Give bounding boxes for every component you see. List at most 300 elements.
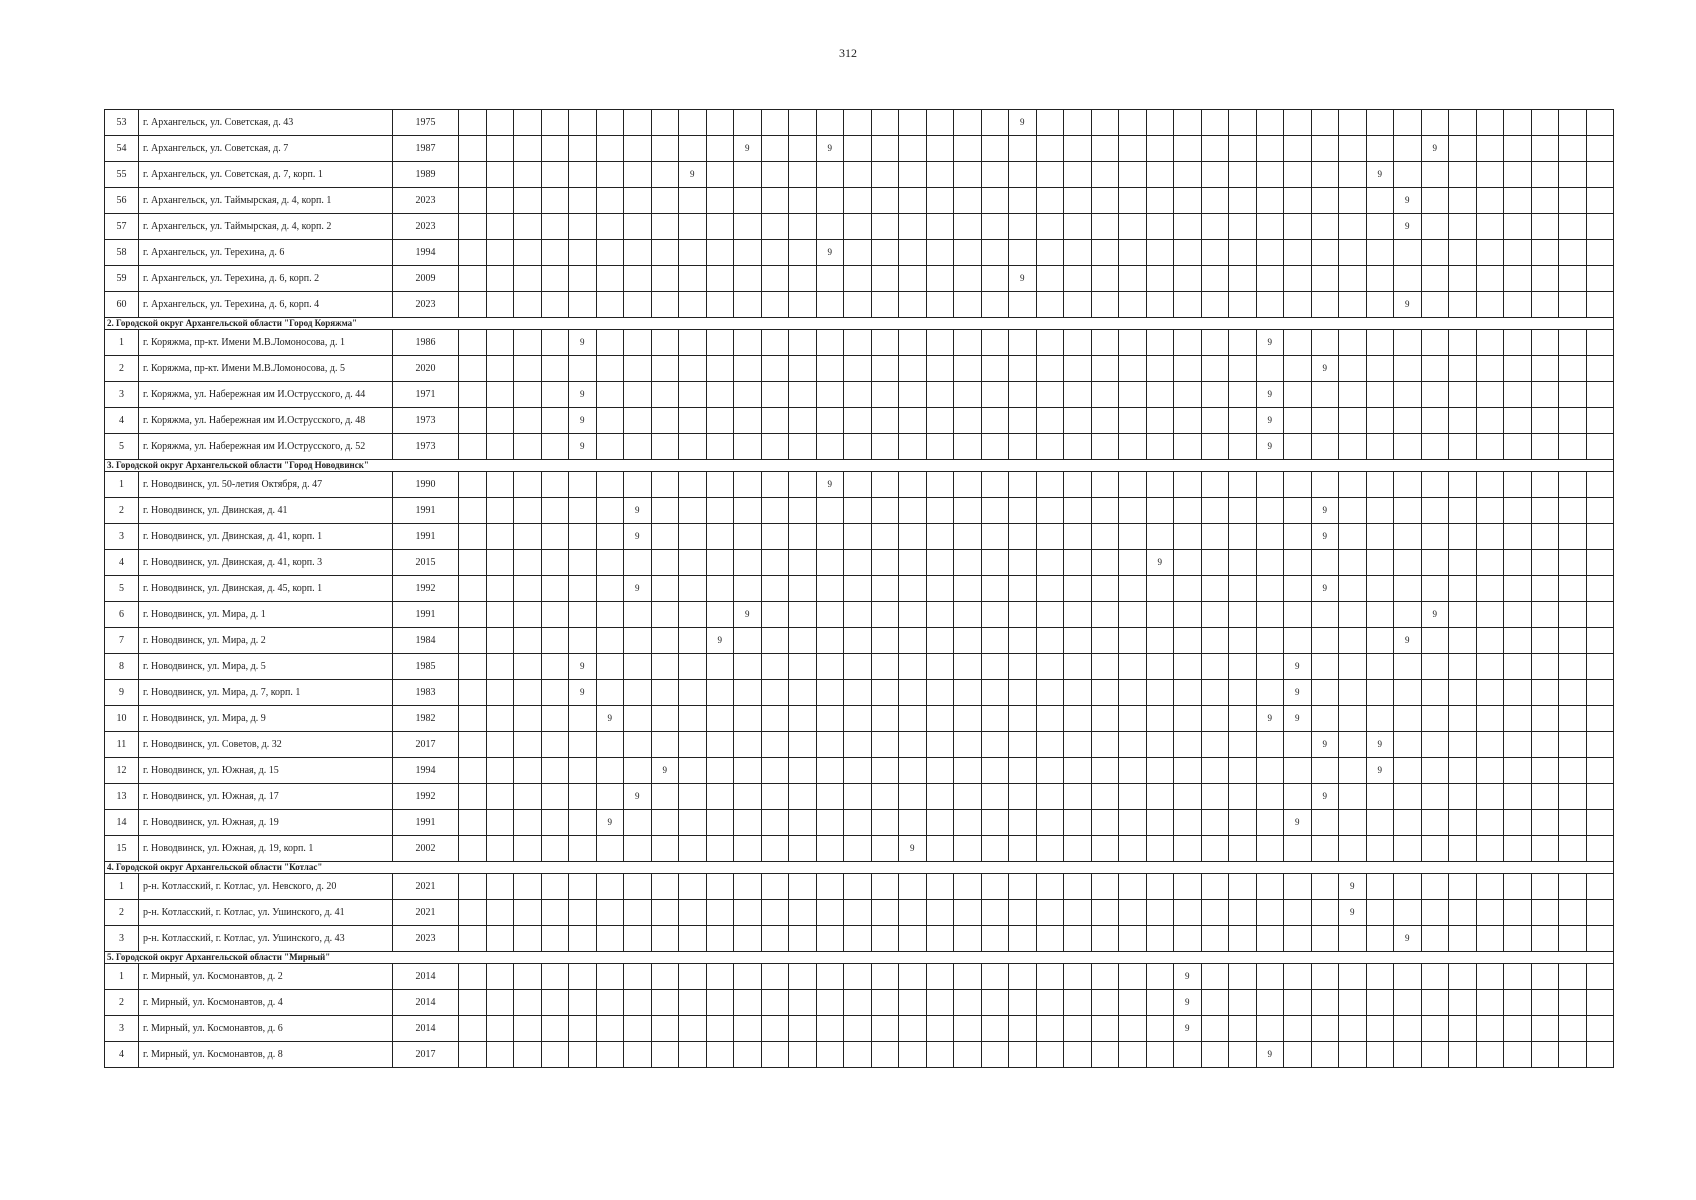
schedule-cell — [1201, 576, 1229, 602]
schedule-cell — [1284, 162, 1312, 188]
schedule-cell — [541, 576, 569, 602]
schedule-cell — [1229, 162, 1257, 188]
schedule-cell — [1009, 706, 1037, 732]
schedule-cell — [899, 434, 927, 460]
schedule-cell — [1146, 330, 1174, 356]
schedule-cell — [1256, 136, 1284, 162]
schedule-cell — [1009, 356, 1037, 382]
schedule-cell: 9 — [1394, 628, 1422, 654]
row-number: 11 — [105, 732, 139, 758]
schedule-cell — [981, 732, 1009, 758]
schedule-cell: 9 — [1311, 784, 1339, 810]
schedule-cell — [1256, 162, 1284, 188]
schedule-cell — [816, 990, 844, 1016]
schedule-cell — [1504, 1016, 1532, 1042]
schedule-cell — [1559, 706, 1587, 732]
row-number: 6 — [105, 602, 139, 628]
schedule-cell — [1476, 758, 1504, 784]
schedule-cell — [926, 706, 954, 732]
schedule-cell — [1256, 810, 1284, 836]
schedule-cell — [1449, 628, 1477, 654]
table-row — [105, 472, 1614, 498]
schedule-cell — [1394, 874, 1422, 900]
schedule-cell — [596, 356, 624, 382]
schedule-cell — [1174, 292, 1202, 318]
address-cell: г. Архангельск, ул. Советская, д. 7, корп. 1 — [139, 162, 393, 188]
schedule-cell — [1009, 628, 1037, 654]
schedule-cell — [1119, 240, 1147, 266]
schedule-cell — [1394, 964, 1422, 990]
schedule-cell — [569, 110, 597, 136]
schedule-cell — [514, 576, 542, 602]
schedule-cell — [1284, 900, 1312, 926]
schedule-cell — [679, 628, 707, 654]
table-row — [105, 434, 1614, 460]
schedule-cell — [1256, 926, 1284, 952]
table-body — [105, 110, 1614, 1068]
schedule-cell — [1476, 382, 1504, 408]
schedule-cell — [844, 240, 872, 266]
schedule-cell — [1559, 330, 1587, 356]
schedule-cell — [954, 874, 982, 900]
schedule-cell: 9 — [1009, 266, 1037, 292]
schedule-cell — [981, 214, 1009, 240]
schedule-cell — [1504, 628, 1532, 654]
schedule-cell — [651, 434, 679, 460]
schedule-cell — [926, 900, 954, 926]
row-number: 57 — [105, 214, 139, 240]
schedule-cell: 9 — [1311, 356, 1339, 382]
schedule-cell — [486, 214, 514, 240]
schedule-cell — [844, 680, 872, 706]
schedule-cell — [789, 900, 817, 926]
schedule-cell — [596, 990, 624, 1016]
schedule-cell — [789, 732, 817, 758]
schedule-cell — [761, 214, 789, 240]
schedule-cell — [1394, 1016, 1422, 1042]
schedule-cell — [1311, 214, 1339, 240]
schedule-cell — [569, 964, 597, 990]
schedule-cell — [1449, 472, 1477, 498]
address-cell: г. Мирный, ул. Космонавтов, д. 2 — [139, 964, 393, 990]
schedule-cell — [1009, 990, 1037, 1016]
schedule-cell — [1201, 240, 1229, 266]
schedule-cell — [1064, 266, 1092, 292]
schedule-cell — [1339, 472, 1367, 498]
schedule-cell — [1009, 964, 1037, 990]
schedule-cell — [816, 836, 844, 862]
schedule-cell — [1036, 900, 1064, 926]
schedule-cell — [981, 758, 1009, 784]
schedule-cell — [679, 654, 707, 680]
schedule-cell — [1256, 188, 1284, 214]
schedule-cell — [1366, 472, 1394, 498]
schedule-cell — [541, 330, 569, 356]
schedule-cell — [1366, 408, 1394, 434]
schedule-cell — [789, 136, 817, 162]
schedule-cell — [1009, 758, 1037, 784]
schedule-cell — [624, 732, 652, 758]
schedule-cell — [624, 758, 652, 784]
table-row — [105, 498, 1614, 524]
table-row — [105, 356, 1614, 382]
schedule-cell — [954, 472, 982, 498]
schedule-cell — [1174, 926, 1202, 952]
schedule-cell — [651, 356, 679, 382]
schedule-cell — [1504, 356, 1532, 382]
address-cell: р-н. Котласский, г. Котлас, ул. Ушинского, д. 43 — [139, 926, 393, 952]
schedule-cell: 9 — [1394, 292, 1422, 318]
table-row — [105, 706, 1614, 732]
schedule-cell — [1531, 1042, 1559, 1068]
schedule-cell — [816, 214, 844, 240]
schedule-cell — [761, 292, 789, 318]
schedule-cell — [541, 628, 569, 654]
schedule-cell: 9 — [596, 706, 624, 732]
schedule-cell — [1449, 292, 1477, 318]
schedule-cell — [1531, 628, 1559, 654]
schedule-cell — [761, 1016, 789, 1042]
schedule-cell — [514, 214, 542, 240]
schedule-cell — [761, 784, 789, 810]
schedule-cell — [514, 356, 542, 382]
schedule-cell — [871, 810, 899, 836]
schedule-cell — [816, 292, 844, 318]
schedule-cell — [1064, 758, 1092, 784]
schedule-cell — [1586, 110, 1614, 136]
schedule-cell — [1146, 1042, 1174, 1068]
address-cell: г. Коряжма, ул. Набережная им И.Острусского, д. 48 — [139, 408, 393, 434]
schedule-cell — [1476, 188, 1504, 214]
schedule-cell — [899, 162, 927, 188]
schedule-cell — [1366, 330, 1394, 356]
schedule-cell — [871, 330, 899, 356]
schedule-cell — [816, 382, 844, 408]
schedule-cell — [1394, 602, 1422, 628]
schedule-cell — [541, 162, 569, 188]
schedule-cell — [514, 900, 542, 926]
schedule-cell: 9 — [1284, 654, 1312, 680]
schedule-cell — [596, 472, 624, 498]
schedule-cell — [486, 758, 514, 784]
schedule-cell — [761, 240, 789, 266]
schedule-cell — [899, 498, 927, 524]
schedule-cell — [871, 964, 899, 990]
schedule-cell — [981, 784, 1009, 810]
schedule-cell — [1064, 836, 1092, 862]
schedule-cell — [734, 964, 762, 990]
address-cell: г. Новодвинск, ул. Южная, д. 19 — [139, 810, 393, 836]
schedule-cell — [1531, 810, 1559, 836]
schedule-cell — [459, 654, 487, 680]
table-row — [105, 136, 1614, 162]
schedule-cell — [679, 926, 707, 952]
schedule-cell — [1531, 550, 1559, 576]
schedule-cell — [596, 836, 624, 862]
schedule-cell — [1256, 758, 1284, 784]
address-cell: г. Новодвинск, ул. Мира, д. 9 — [139, 706, 393, 732]
schedule-cell — [1476, 874, 1504, 900]
schedule-cell — [486, 136, 514, 162]
row-number: 1 — [105, 330, 139, 356]
schedule-cell — [706, 408, 734, 434]
schedule-cell — [1036, 1016, 1064, 1042]
row-number: 9 — [105, 680, 139, 706]
schedule-cell — [1476, 524, 1504, 550]
schedule-cell — [1284, 550, 1312, 576]
schedule-cell — [651, 408, 679, 434]
schedule-cell — [761, 356, 789, 382]
schedule-cell — [1064, 576, 1092, 602]
schedule-cell — [514, 330, 542, 356]
schedule-cell: 9 — [569, 330, 597, 356]
schedule-cell — [1036, 654, 1064, 680]
schedule-cell — [1201, 680, 1229, 706]
schedule-cell — [816, 1016, 844, 1042]
schedule-cell — [1311, 900, 1339, 926]
schedule-cell — [816, 110, 844, 136]
schedule-cell — [1531, 266, 1559, 292]
schedule-cell — [1256, 498, 1284, 524]
schedule-cell — [1366, 214, 1394, 240]
schedule-cell — [706, 110, 734, 136]
schedule-cell — [1421, 498, 1449, 524]
schedule-cell — [761, 162, 789, 188]
schedule-cell — [761, 654, 789, 680]
schedule-cell — [1009, 292, 1037, 318]
schedule-cell — [734, 524, 762, 550]
schedule-cell — [1366, 964, 1394, 990]
schedule-cell — [1311, 926, 1339, 952]
schedule-cell — [706, 330, 734, 356]
schedule-cell — [1394, 990, 1422, 1016]
schedule-cell — [1531, 900, 1559, 926]
schedule-cell — [1586, 602, 1614, 628]
schedule-cell — [1201, 162, 1229, 188]
schedule-cell — [679, 836, 707, 862]
schedule-cell — [1229, 188, 1257, 214]
table-row — [105, 1042, 1614, 1068]
schedule-cell — [459, 926, 487, 952]
schedule-cell — [1504, 330, 1532, 356]
schedule-cell — [1146, 990, 1174, 1016]
schedule-cell — [1229, 926, 1257, 952]
schedule-cell — [816, 498, 844, 524]
schedule-cell — [1394, 330, 1422, 356]
schedule-cell — [789, 810, 817, 836]
schedule-cell — [1036, 188, 1064, 214]
schedule-cell — [954, 356, 982, 382]
schedule-cell — [1229, 758, 1257, 784]
schedule-cell — [1339, 240, 1367, 266]
schedule-cell — [734, 408, 762, 434]
schedule-cell — [1064, 628, 1092, 654]
schedule-cell — [1119, 330, 1147, 356]
schedule-cell — [871, 784, 899, 810]
schedule-cell — [899, 576, 927, 602]
section-title: 4. Городской округ Архангельской области "Котлас" — [105, 862, 1614, 874]
schedule-cell — [486, 874, 514, 900]
schedule-cell — [1531, 758, 1559, 784]
schedule-cell — [1036, 472, 1064, 498]
schedule-cell — [1229, 382, 1257, 408]
schedule-cell — [1009, 602, 1037, 628]
schedule-cell — [1586, 576, 1614, 602]
schedule-cell — [1559, 602, 1587, 628]
schedule-cell — [1009, 524, 1037, 550]
schedule-cell — [1531, 654, 1559, 680]
schedule-cell — [1064, 784, 1092, 810]
schedule-cell — [569, 900, 597, 926]
schedule-cell — [1311, 330, 1339, 356]
schedule-cell — [486, 356, 514, 382]
schedule-cell — [1064, 524, 1092, 550]
schedule-cell — [1339, 330, 1367, 356]
schedule-cell — [1559, 550, 1587, 576]
schedule-cell — [1091, 758, 1119, 784]
schedule-cell — [1421, 550, 1449, 576]
schedule-cell — [1504, 382, 1532, 408]
schedule-cell — [651, 524, 679, 550]
schedule-cell — [1394, 900, 1422, 926]
schedule-cell — [899, 472, 927, 498]
schedule-cell — [1559, 524, 1587, 550]
schedule-cell — [651, 654, 679, 680]
section-header-row — [105, 460, 1614, 472]
schedule-cell — [1559, 628, 1587, 654]
schedule-cell — [734, 110, 762, 136]
schedule-cell — [596, 964, 624, 990]
schedule-cell — [1531, 990, 1559, 1016]
schedule-cell — [1091, 926, 1119, 952]
schedule-cell — [1256, 266, 1284, 292]
schedule-cell — [1504, 990, 1532, 1016]
schedule-cell — [1311, 680, 1339, 706]
schedule-cell — [651, 964, 679, 990]
schedule-cell — [844, 162, 872, 188]
schedule-cell — [1449, 382, 1477, 408]
schedule-cell — [761, 628, 789, 654]
address-cell: г. Новодвинск, ул. Мира, д. 1 — [139, 602, 393, 628]
table-row — [105, 784, 1614, 810]
schedule-cell — [459, 680, 487, 706]
schedule-cell — [1229, 472, 1257, 498]
schedule-cell — [871, 240, 899, 266]
schedule-cell — [1174, 408, 1202, 434]
table-row — [105, 810, 1614, 836]
schedule-cell — [1421, 964, 1449, 990]
schedule-cell — [1256, 550, 1284, 576]
schedule-cell — [1586, 240, 1614, 266]
schedule-cell — [761, 900, 789, 926]
schedule-cell — [1091, 1042, 1119, 1068]
address-cell: г. Новодвинск, ул. Двинская, д. 41 — [139, 498, 393, 524]
schedule-cell — [1586, 706, 1614, 732]
schedule-cell — [1366, 136, 1394, 162]
schedule-cell — [734, 382, 762, 408]
schedule-cell — [1036, 382, 1064, 408]
schedule-cell — [926, 266, 954, 292]
schedule-cell — [871, 524, 899, 550]
schedule-cell — [624, 550, 652, 576]
schedule-cell — [1449, 136, 1477, 162]
schedule-cell — [1009, 472, 1037, 498]
schedule-cell — [679, 680, 707, 706]
schedule-cell — [459, 330, 487, 356]
schedule-cell — [789, 784, 817, 810]
schedule-cell — [1311, 964, 1339, 990]
schedule-cell — [789, 110, 817, 136]
schedule-cell — [651, 576, 679, 602]
schedule-cell — [1476, 1016, 1504, 1042]
schedule-cell — [844, 990, 872, 1016]
schedule-cell — [816, 732, 844, 758]
schedule-cell — [899, 602, 927, 628]
schedule-cell — [1119, 214, 1147, 240]
schedule-cell — [844, 110, 872, 136]
schedule-cell — [651, 926, 679, 952]
schedule-cell — [789, 654, 817, 680]
schedule-cell — [1504, 706, 1532, 732]
schedule-cell — [1366, 810, 1394, 836]
schedule-cell — [1036, 408, 1064, 434]
schedule-cell — [1366, 1042, 1394, 1068]
schedule-cell — [1586, 732, 1614, 758]
schedule-cell — [1366, 382, 1394, 408]
schedule-cell — [981, 602, 1009, 628]
schedule-cell — [1339, 1016, 1367, 1042]
schedule-cell — [1504, 964, 1532, 990]
schedule-cell — [1201, 266, 1229, 292]
schedule-cell — [1146, 524, 1174, 550]
schedule-cell — [541, 900, 569, 926]
address-cell: г. Архангельск, ул. Советская, д. 43 — [139, 110, 393, 136]
schedule-cell — [1421, 926, 1449, 952]
schedule-cell — [1449, 732, 1477, 758]
schedule-cell — [844, 602, 872, 628]
schedule-cell — [981, 434, 1009, 460]
schedule-cell — [734, 926, 762, 952]
schedule-cell — [1201, 408, 1229, 434]
schedule-cell — [954, 654, 982, 680]
schedule-cell — [1174, 602, 1202, 628]
schedule-cell — [486, 292, 514, 318]
schedule-cell — [1284, 214, 1312, 240]
schedule-cell: 9 — [1256, 330, 1284, 356]
schedule-cell — [514, 162, 542, 188]
schedule-cell — [624, 1016, 652, 1042]
schedule-cell — [651, 188, 679, 214]
year-cell: 1975 — [393, 110, 459, 136]
schedule-cell — [459, 472, 487, 498]
schedule-cell — [1091, 472, 1119, 498]
schedule-cell — [1311, 602, 1339, 628]
schedule-cell — [1201, 1042, 1229, 1068]
schedule-cell — [541, 1042, 569, 1068]
schedule-cell — [871, 408, 899, 434]
schedule-cell — [1559, 732, 1587, 758]
schedule-cell — [1586, 680, 1614, 706]
schedule-cell — [1229, 628, 1257, 654]
schedule-cell — [1036, 162, 1064, 188]
schedule-cell — [624, 292, 652, 318]
schedule-cell — [1586, 810, 1614, 836]
schedule-cell — [1229, 434, 1257, 460]
schedule-cell — [1256, 214, 1284, 240]
schedule-cell — [569, 836, 597, 862]
schedule-cell — [844, 188, 872, 214]
schedule-cell — [1119, 990, 1147, 1016]
